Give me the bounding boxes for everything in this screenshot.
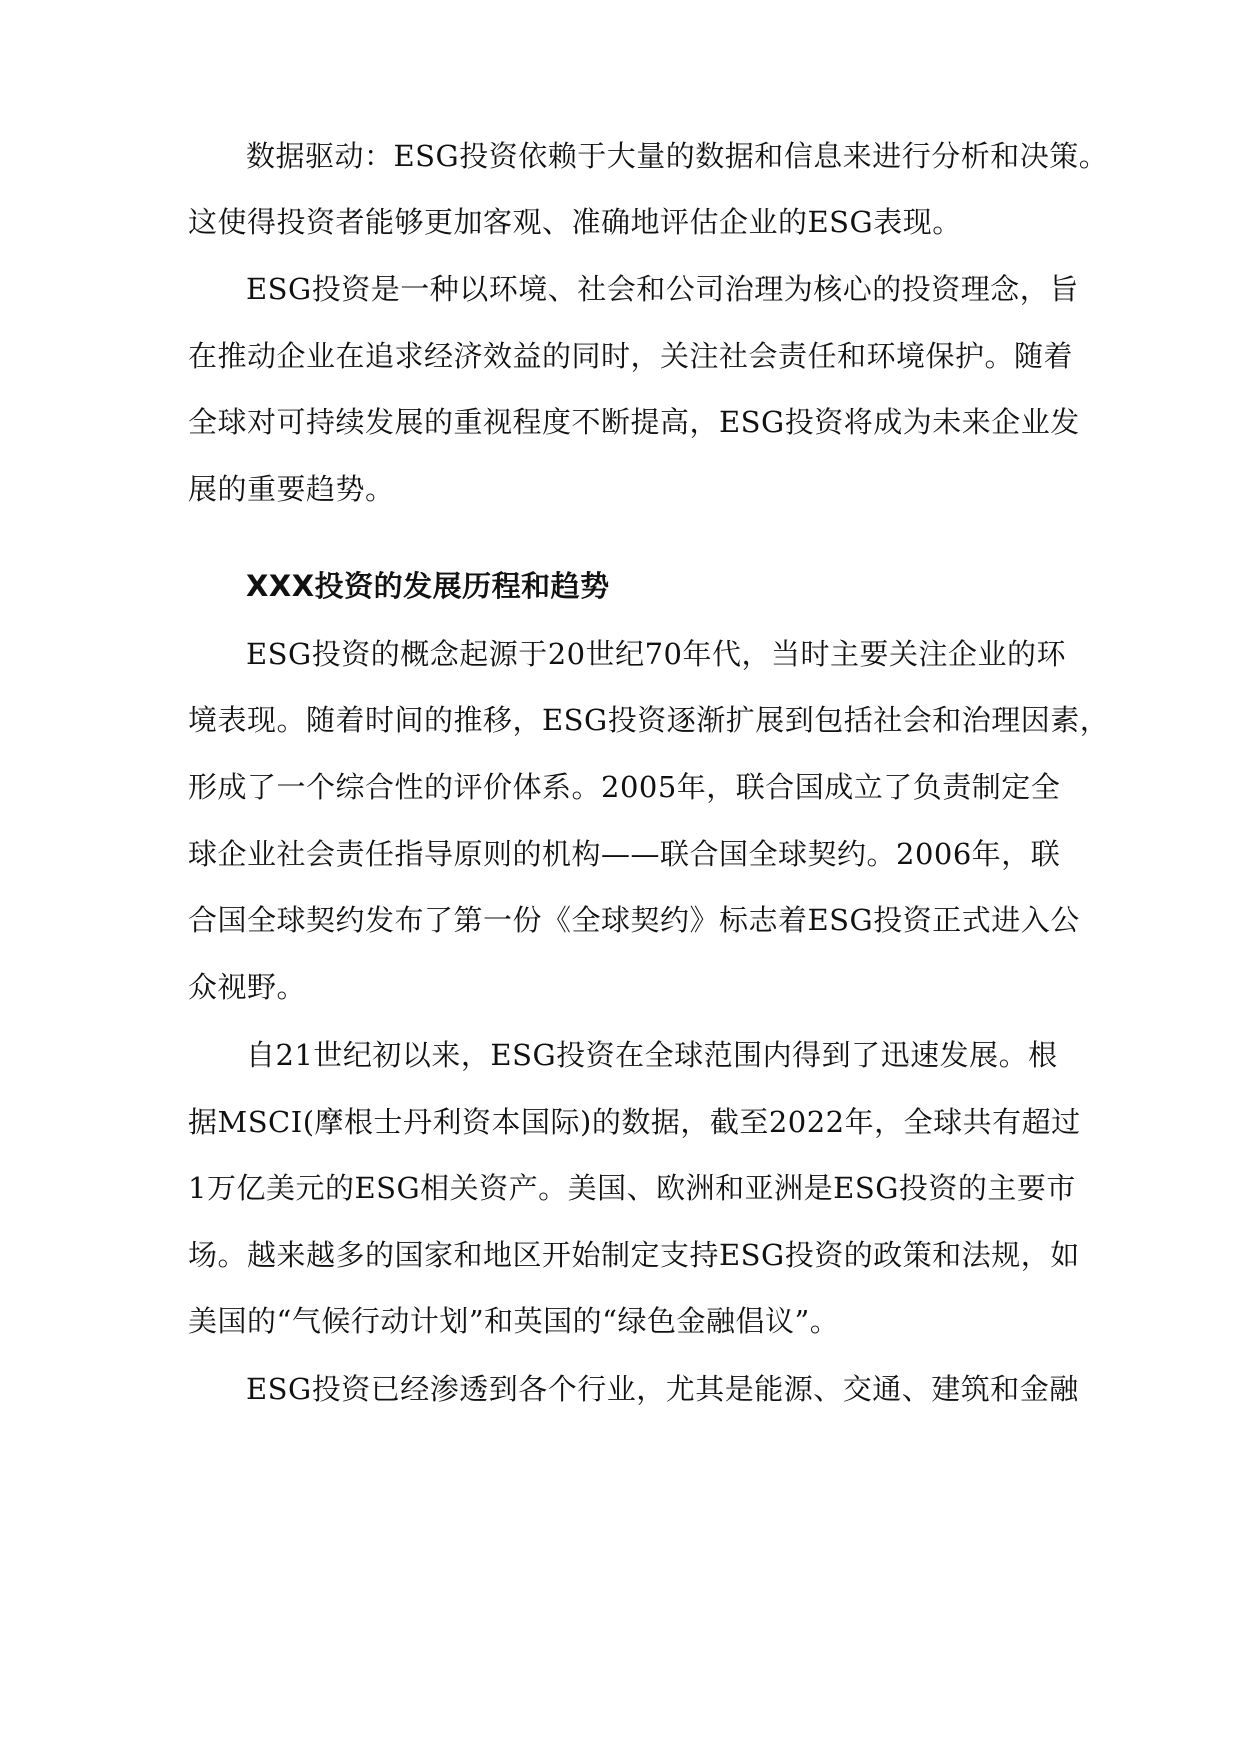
paragraph-4-line-4: 场。越来越多的国家和地区开始制定支持ESG投资的政策和法规，如 <box>188 1238 1080 1272</box>
paragraph-5-line-1: ESG投资已经渗透到各个行业，尤其是能源、交通、建筑和金融 <box>246 1372 1079 1406</box>
paragraph-2-line-4: 展的重要趋势。 <box>188 472 395 506</box>
paragraph-3-line-4: 球企业社会责任指导原则的机构——联合国全球契约。2006年，联 <box>188 837 1061 871</box>
paragraph-3-line-5: 合国全球契约发布了第一份《全球契约》标志着ESG投资正式进入公 <box>188 903 1080 937</box>
paragraph-2-line-3: 全球对可持续发展的重视程度不断提高，ESG投资将成为未来企业发 <box>188 405 1080 439</box>
paragraph-4-line-3: 1万亿美元的ESG相关资产。美国、欧洲和亚洲是ESG投资的主要市 <box>188 1171 1076 1205</box>
paragraph-2-line-2: 在推动企业在追求经济效益的同时，关注社会责任和环境保护。随着 <box>188 339 1074 373</box>
paragraph-4-line-2: 据MSCI(摩根士丹利资本国际)的数据，截至2022年，全球共有超过 <box>188 1105 1081 1139</box>
paragraph-1-line-2: 这使得投资者能够更加客观、准确地评估企业的ESG表现。 <box>188 205 962 239</box>
paragraph-3-line-3: 形成了一个综合性的评价体系。2005年，联合国成立了负责制定全 <box>188 770 1061 804</box>
paragraph-1-line-1: 数据驱动：ESG投资依赖于大量的数据和信息来进行分析和决策。 <box>246 139 1109 173</box>
paragraph-4-line-5: 美国的“气候行动计划”和英国的“绿色金融倡议”。 <box>188 1304 840 1338</box>
paragraph-4-line-1: 自21世纪初以来，ESG投资在全球范围内得到了迅速发展。根 <box>246 1038 1058 1072</box>
paragraph-3-line-2: 境表现。随着时间的推移，ESG投资逐渐扩展到包括社会和治理因素， <box>188 703 1110 737</box>
paragraph-3-line-6: 众视野。 <box>188 970 307 1004</box>
paragraph-2-line-1: ESG投资是一种以环境、社会和公司治理为核心的投资理念，旨 <box>246 272 1079 306</box>
section-heading: XXX投资的发展历程和趋势 <box>246 569 610 603</box>
paragraph-3-line-1: ESG投资的概念起源于20世纪70年代，当时主要关注企业的环 <box>246 637 1067 671</box>
